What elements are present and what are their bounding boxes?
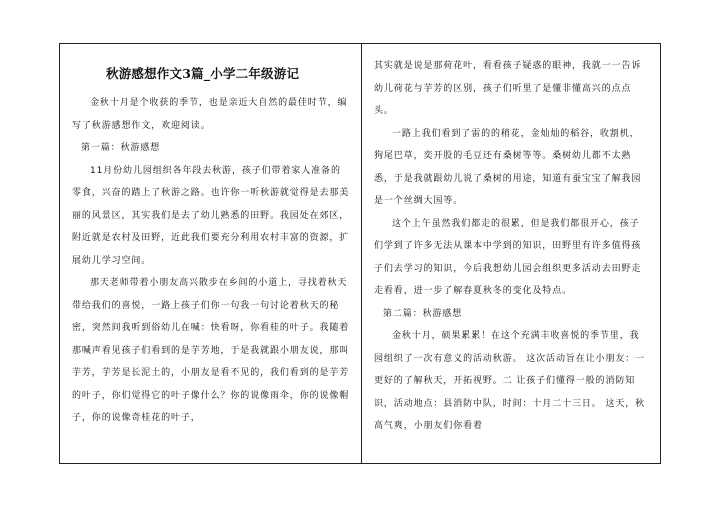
section-heading-2: 第二篇：秋游感想	[383, 308, 463, 319]
paragraph-3: 其实就是说是那荷花叶，看看孩子疑惑的眼神，我就一一告诉幼儿荷花与芋芳的区别，孩子们听里了是懂非懂高兴的点点头。	[374, 61, 642, 116]
left-column	[60, 43, 360, 464]
right-column	[362, 43, 660, 464]
paragraph-1: 11月份幼儿园组织各年段去秋游，孩子们带着家人准备的零食，兴奋的踏上了秋游之路。也许你一听秋游就觉得是去那美丽的风景区，其实我们是去了幼儿熟悉的田野。我园处在郊区，附近就是农村及田野，近此我们要充分利用农村丰富的资源，扩展幼儿学习空间。	[72, 165, 350, 266]
paragraph-6: 金秋十月，硕果累累！在这个充满丰收喜悦的季节里，我园组织了一次有意义的活动秋游。 这次活动旨在让小朋友：一 更好的了解秋天，开拓视野。二 让孩子们懂得一般的消防知识，活动地点：县消防中队，时间：十月二十三日。 这天，秋高气爽，小朋友们你看着	[374, 331, 646, 431]
section-heading-1: 第一篇：秋游感想	[81, 143, 161, 153]
paragraph-5: 这个上午虽然我们都走的很累，但是我们都很开心，孩子们学到了许多无法从课本中学到的知识，田野里有许多值得孩子们去学习的知识，今后我想幼儿园会组织更多活动去田野走走看看，进一步了解春夏秋冬的变化及特点。	[374, 218, 642, 296]
intro-paragraph: 金秋十月是个收获的季节，也是亲近大自然的最佳时节，编写了秋游感想作文，欢迎阅读。	[72, 98, 348, 131]
paragraph-2: 那天老师带着小朋友高兴散步在乡间的小道上，寻找着秋天带给我们的喜悦，一路上孩子们你一句我一句讨论着秋天的秘密，突然间我听到俗幼儿在喊：快看呀，你看桂的叶子。我随着那喊声看见孩子们看到的是芋芳地，于是我就跟小朋友说，那叫芋芳，芋芳是长泥土的，小朋友是看不见的，我们看到的是芋芳的叶子，你们觉得它的叶子像什么？你的说像雨伞，你的说像帽子，你的说像奇桂花的叶子，	[72, 278, 350, 423]
paragraph-4: 一路上我们看到了雷的的稍花，金灿灿的稻谷，收割机，狗尾巴草，奕开股的毛豆还有桑树等等。桑树幼儿都不太熟悉，于是我就跟幼儿说了桑树的用途，知道有蚕宝宝了解我园是一个丝绸大国等。	[374, 128, 642, 206]
document-title: 秋游感想作文3篇_小学二年级游记	[106, 66, 300, 81]
